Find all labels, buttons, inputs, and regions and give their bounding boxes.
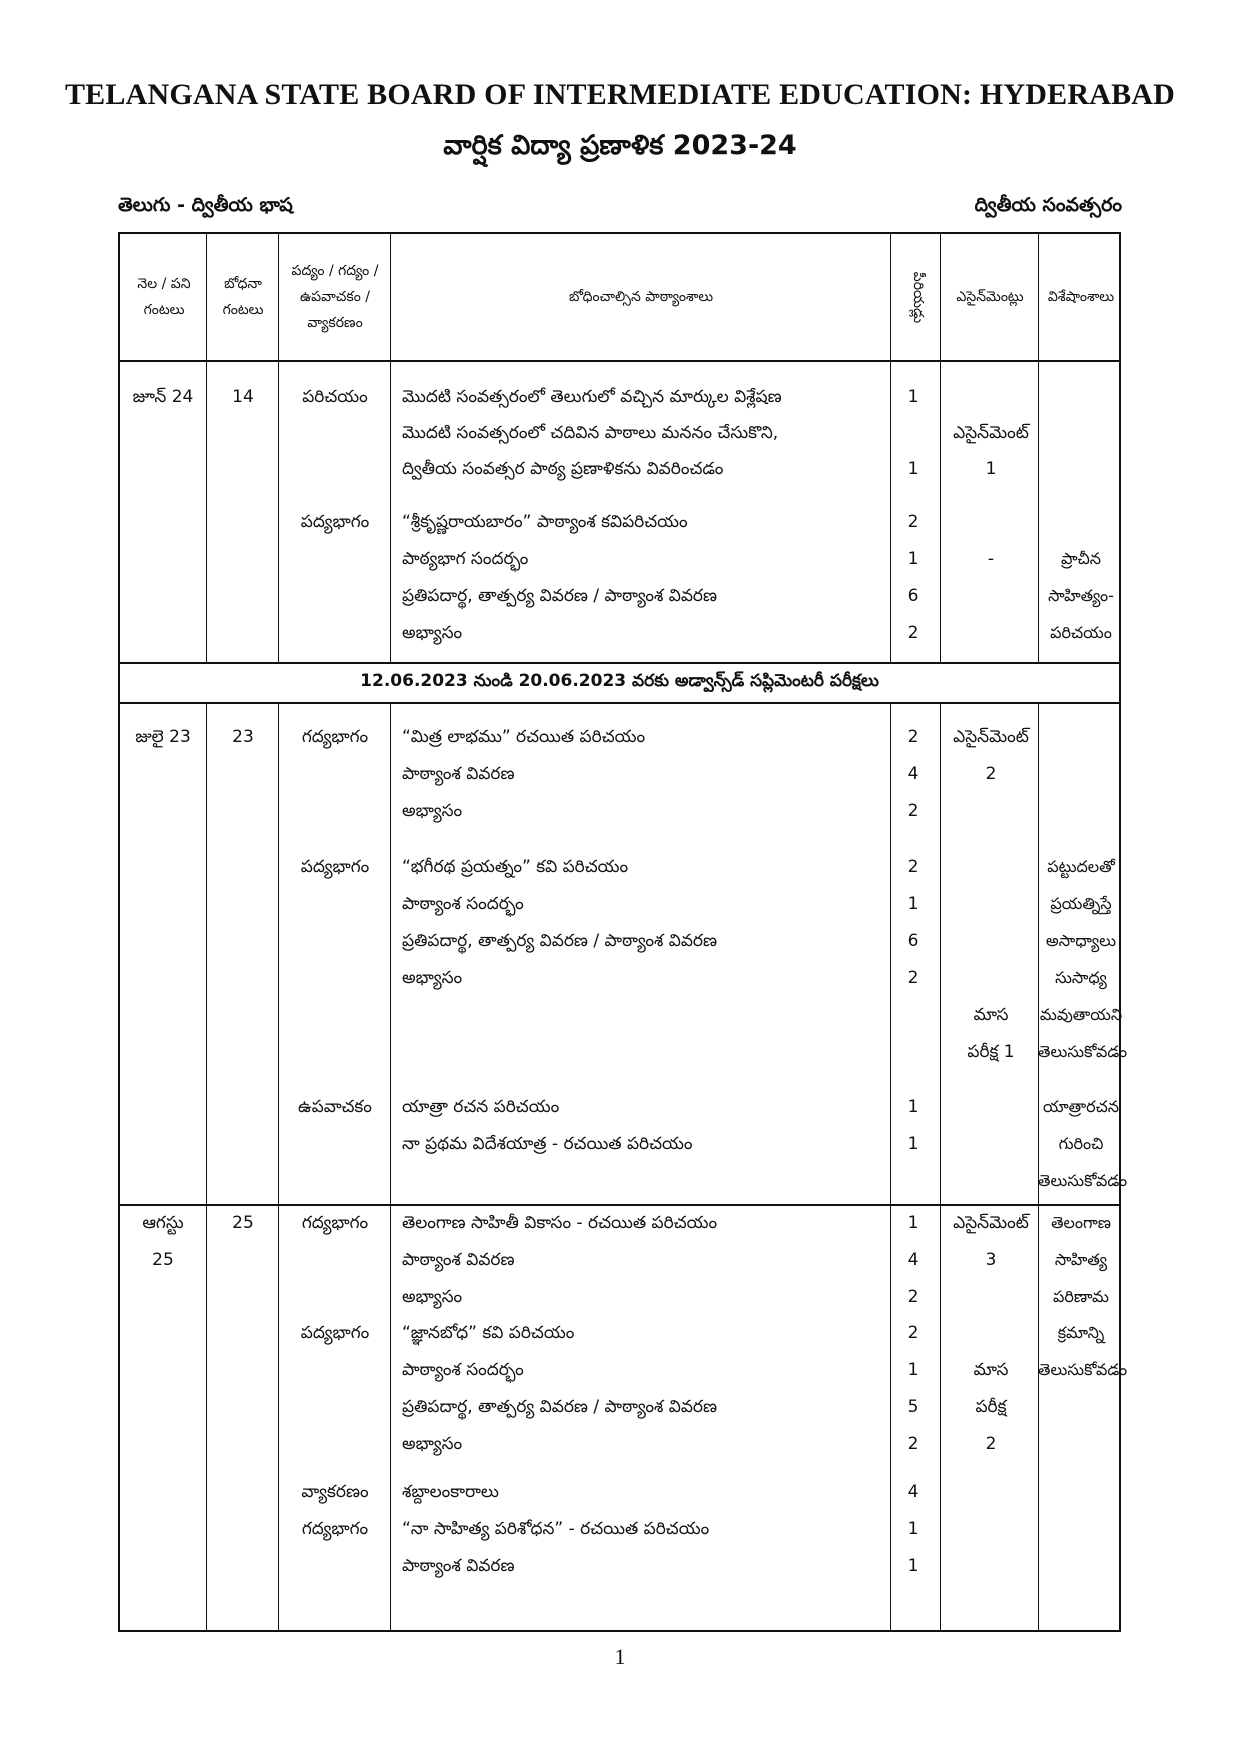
period-count: 4 [907,1482,919,1502]
lesson-item: పాఠ్యాంశ సందర్భం [402,1360,524,1380]
header-assignments: ఎసైన్‌మెంట్లు [956,289,1024,305]
remark: క్రమాన్ని [1057,1323,1105,1342]
period-count: 2 [907,512,919,532]
lesson-item: ద్వితీయ సంవత్సర పాఠ్య ప్రణాళికను వివరించడం [402,459,724,479]
subject-label: తెలుగు - ద్వితీయ భాష [118,194,293,216]
lesson-item: “శ్రీకృష్ణరాయబారం” పాఠ్యాంశ కవిపరిచయం [402,512,688,532]
board-title: TELANGANA STATE BOARD OF INTERMEDIATE EDUCATION: HYDERABAD [64,78,1176,111]
col-divider [390,234,391,1630]
remark: తెలుసుకోవడం [1038,1360,1128,1379]
lesson-item: “జ్ఞానబోధ” కవి పరిచయం [402,1323,575,1343]
year-label: ద్వితీయ సంవత్సరం [974,194,1122,216]
lesson-item: మొదటి సంవత్సరంలో చదివిన పాఠాలు మననం చేసుకొని, [402,423,779,443]
lesson-item: పాఠ్యభాగ సందర్భం [402,549,529,569]
assignment: మాస [973,1360,1009,1380]
lesson-item: నా ప్రథమ విదేశయాత్ర - రచయిత పరిచయం [402,1134,693,1154]
assignment: 3 [985,1250,997,1270]
july-section: గద్యభాగం [301,727,369,747]
remark: ప్రాచీన [1061,549,1101,568]
lesson-item: అభ్యాసం [402,968,463,988]
period-count: 1 [907,1134,919,1154]
syllabus-table [118,232,1128,1632]
period-count: 1 [907,1213,919,1233]
lesson-item: “భగీరథ ప్రయత్నం” కవి పరిచయం [402,857,629,877]
lesson-item: ప్రతిపదార్థ, తాత్పర్య వివరణ / పాఠ్యాంశ వివరణ [402,1397,718,1417]
header-month: నెల / పని గంటలు [137,276,191,318]
remark: సాహిత్యం- [1048,586,1114,605]
period-count: 1 [907,894,919,914]
lesson-item: అభ్యాసం [402,1287,463,1307]
period-count: 1 [907,459,919,479]
lesson-item: పాఠ్యాంశ వివరణ [402,1250,515,1270]
remark: సాహిత్య [1054,1250,1108,1269]
assignment: ఎసైన్‌మెంట్ [953,1213,1029,1233]
period-count: 5 [907,1397,919,1417]
remark: తెలుసుకోవడం [1038,1171,1128,1190]
period-count: 2 [907,1287,919,1307]
remark: పరిణామ [1053,1287,1109,1306]
lesson-item: అభ్యాసం [402,801,463,821]
assignment: పరీక్ష 1 [967,1042,1015,1062]
period-count: 4 [907,1250,919,1270]
lesson-item: పాఠ్యాంశ వివరణ [402,1556,515,1576]
august-section: వ్యాకరణం [301,1482,369,1502]
assignment: 2 [985,764,997,784]
period-count: 6 [907,931,919,951]
period-count: 2 [907,857,919,877]
remark: తెలుసుకోవడం [1038,1042,1128,1061]
col-divider [278,234,279,1630]
assignment: పరీక్ష [975,1397,1007,1417]
august-hours: 25 [232,1213,254,1233]
period-count: 1 [907,1360,919,1380]
august-section: పద్యభాగం [300,1323,370,1343]
exam-notice: 12.06.2023 నుండి 20.06.2023 వరకు అడ్వాన్స్‌డ్ సప్లిమెంటరీ పరీక్షలు [120,662,1119,704]
remark: తెలంగాణ [1051,1213,1111,1232]
assignment: ఎసైన్‌మెంట్ [953,727,1029,747]
period-count: 1 [907,387,919,407]
col-divider [890,234,891,1630]
col-divider [940,234,941,1630]
period-count: 2 [907,1323,919,1343]
remark: గురించి [1058,1134,1104,1153]
header-remarks: విశేషాంశాలు [1047,289,1115,305]
period-count: 2 [907,623,919,643]
header-periods: పీరియడ్లు [910,271,927,323]
june-hours: 14 [232,387,254,407]
lesson-item: మొదటి సంవత్సరంలో తెలుగులో వచ్చిన మార్కుల విశ్లేషణ [402,387,782,407]
remark: అసాధ్యాలు [1045,931,1117,950]
remark: పరిచయం [1050,623,1112,642]
remark: సుసాధ్య [1055,968,1107,987]
july-hours: 23 [232,727,254,747]
remark: మవుతాయని [1039,1005,1123,1024]
page-number: 1 [614,1644,626,1669]
period-count: 1 [907,1097,919,1117]
lesson-item: యాత్రా రచన పరిచయం [402,1097,560,1117]
assignment: 1 [985,459,997,479]
month-divider [120,1204,1119,1206]
july-section: పద్యభాగం [300,857,370,877]
august-section: గద్యభాగం [301,1213,369,1233]
period-count: 2 [907,968,919,988]
assignment: 2 [985,1434,997,1454]
assignment: మాస [973,1005,1009,1025]
header-lessons: బోధించాల్సిన పాఠ్యాంశాలు [568,289,714,305]
remark: ప్రయత్నిస్తే [1050,894,1112,913]
lesson-item: అభ్యాసం [402,1434,463,1454]
col-divider [206,234,207,1630]
lesson-item: అభ్యాసం [402,623,463,643]
lesson-item: “నా సాహిత్య పరిశోధన” - రచయిత పరిచయం [402,1519,710,1539]
period-count: 2 [907,1434,919,1454]
june-section: పద్యభాగం [300,512,370,532]
period-count: 6 [907,586,919,606]
header-section: పద్యం / గద్యం / ఉపవాచకం / వ్యాకరణం [291,263,379,331]
july-section: ఉపవాచకం [298,1097,372,1117]
header-divider [120,360,1119,362]
plan-title: వార్షిక విద్యా ప్రణాళిక 2023-24 [443,130,797,161]
assignment: - [987,549,995,569]
period-count: 4 [907,764,919,784]
assignment: ఎసైన్‌మెంట్ [953,423,1029,443]
august-month-hours: 25 [152,1250,174,1270]
june-section: పరిచయం [302,387,368,407]
june-month: జూన్ 24 [132,387,194,407]
august-month: ఆగస్టు [142,1213,184,1233]
lesson-item: శబ్దాలంకారాలు [402,1482,499,1502]
lesson-item: “మిత్ర లాభము” రచయిత పరిచయం [402,727,646,747]
period-count: 2 [907,801,919,821]
july-month: జులై 23 [135,727,191,747]
period-count: 1 [907,1556,919,1576]
lesson-item: ప్రతిపదార్థ, తాత్పర్య వివరణ / పాఠ్యాంశ వివరణ [402,586,718,606]
august-section: గద్యభాగం [301,1519,369,1539]
header-teaching-hours: బోధనా గంటలు [222,276,264,318]
lesson-item: ప్రతిపదార్థ, తాత్పర్య వివరణ / పాఠ్యాంశ వివరణ [402,931,718,951]
remark: యాత్రారచన [1042,1097,1120,1116]
lesson-item: పాఠ్యాంశ వివరణ [402,764,515,784]
remark: పట్టుదలతో [1047,857,1115,876]
period-count: 2 [907,727,919,747]
period-count: 1 [907,1519,919,1539]
lesson-item: తెలంగాణ సాహితీ వికాసం - రచయిత పరిచయం [402,1213,718,1233]
lesson-item: పాఠ్యాంశ సందర్భం [402,894,524,914]
period-count: 1 [907,549,919,569]
